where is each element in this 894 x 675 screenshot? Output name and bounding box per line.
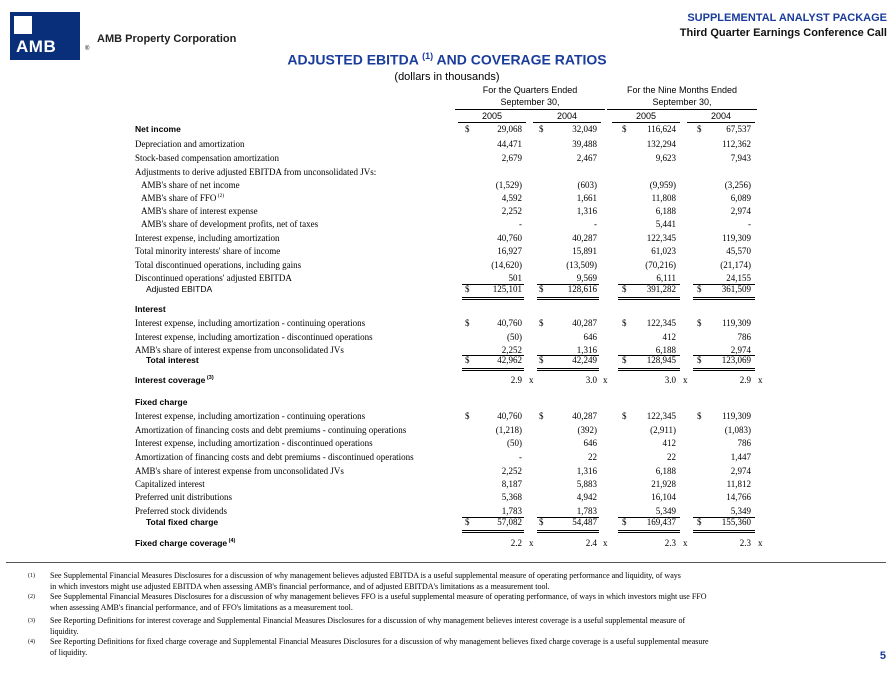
cell-value: 412 bbox=[662, 332, 676, 342]
cell-value: 1,661 bbox=[576, 193, 597, 203]
registered-mark: ® bbox=[85, 46, 90, 52]
row-label: Total fixed charge bbox=[146, 517, 219, 527]
ratio-suffix: x bbox=[683, 538, 688, 548]
cell-value: 5,368 bbox=[501, 492, 522, 502]
nine-months-header: For the Nine Months Ended bbox=[626, 85, 738, 95]
cell-value: (9,959) bbox=[649, 180, 676, 190]
ratio-suffix: x bbox=[683, 375, 688, 385]
row-label: Stock-based compensation amortization bbox=[135, 153, 279, 163]
footnote-number: (3) bbox=[28, 618, 35, 624]
table-row bbox=[0, 260, 894, 273]
cell-value: (50) bbox=[507, 332, 522, 342]
table-row bbox=[0, 284, 894, 297]
cell-value: 786 bbox=[737, 438, 751, 448]
cell-value: 2,467 bbox=[576, 153, 597, 163]
cell-value: 128,945 bbox=[646, 355, 676, 365]
cell-value: 1,783 bbox=[576, 506, 597, 516]
row-label: Amortization of financing costs and debt premiums - continuing operations bbox=[135, 425, 407, 435]
cell-value: 14,766 bbox=[726, 492, 751, 502]
cell-value: 646 bbox=[583, 438, 597, 448]
cell-value: 5,883 bbox=[576, 479, 597, 489]
row-label: AMB's share of interest expense from unconsolidated JVs bbox=[135, 345, 344, 355]
footnote-number: (2) bbox=[28, 594, 35, 600]
cell-value: 2,974 bbox=[730, 206, 751, 216]
cell-value: 3.0 bbox=[585, 375, 597, 385]
cell-value: 361,509 bbox=[721, 284, 751, 294]
ratio-suffix: x bbox=[603, 538, 608, 548]
cell-value: 7,943 bbox=[730, 153, 751, 163]
row-label: Interest expense, including amortization - continuing operations bbox=[135, 411, 366, 421]
cell-value: 9,623 bbox=[655, 153, 676, 163]
dollar-sign: $ bbox=[622, 517, 627, 527]
cell-value: 44,471 bbox=[497, 139, 522, 149]
dollar-sign: $ bbox=[539, 355, 544, 365]
row-label: AMB's share of interest expense from unconsolidated JVs bbox=[135, 466, 344, 476]
cell-value: 16,927 bbox=[497, 246, 522, 256]
cell-value: 40,760 bbox=[497, 411, 522, 421]
cell-value: 5,441 bbox=[655, 219, 676, 229]
cell-value: 42,962 bbox=[497, 355, 522, 365]
row-label: Adjustments to derive adjusted EBITDA from unconsolidated JVs: bbox=[135, 167, 377, 177]
table-row bbox=[0, 153, 894, 166]
dollar-sign: $ bbox=[697, 517, 702, 527]
dollar-sign: $ bbox=[465, 411, 470, 421]
page-title: ADJUSTED EBITDA $^{(1)}$ AND COVERAGE RATIOS bbox=[287, 51, 607, 68]
cell-value: 61,023 bbox=[651, 246, 676, 256]
dollar-sign: $ bbox=[539, 124, 544, 134]
year-col-1: 2005 bbox=[481, 111, 503, 121]
quarters-header-date: September 30, bbox=[500, 97, 560, 107]
cell-value: 2.3 bbox=[664, 538, 676, 548]
dollar-sign: $ bbox=[539, 411, 544, 421]
cell-value: 40,760 bbox=[497, 233, 522, 243]
cell-value: 786 bbox=[737, 332, 751, 342]
dollar-sign: $ bbox=[465, 124, 470, 134]
cell-value: 391,282 bbox=[646, 284, 676, 294]
ratio-suffix: x bbox=[758, 538, 763, 548]
cell-value: 11,812 bbox=[726, 479, 751, 489]
table-row bbox=[0, 219, 894, 232]
table-row bbox=[0, 517, 894, 530]
cell-value: 501 bbox=[508, 273, 522, 283]
cell-value: 6,188 bbox=[655, 466, 676, 476]
cell-value: (50) bbox=[507, 438, 522, 448]
logo-text: AMB bbox=[16, 37, 57, 56]
cell-value: - bbox=[519, 452, 522, 462]
table-row bbox=[0, 466, 894, 479]
ratio-suffix: x bbox=[603, 375, 608, 385]
dollar-sign: $ bbox=[622, 411, 627, 421]
package-subtitle: Third Quarter Earnings Conference Call bbox=[679, 27, 887, 39]
row-label: Fixed charge bbox=[135, 397, 188, 407]
cell-value: (1,218) bbox=[495, 425, 522, 435]
cell-value: 5,349 bbox=[730, 506, 751, 516]
dollar-sign: $ bbox=[465, 517, 470, 527]
cell-value: 116,624 bbox=[647, 124, 676, 134]
dollar-sign: $ bbox=[622, 318, 627, 328]
cell-value: (603) bbox=[577, 180, 597, 190]
cell-value: 4,942 bbox=[576, 492, 597, 502]
cell-value: 2.9 bbox=[739, 375, 751, 385]
table-row bbox=[0, 167, 894, 180]
cell-value: 11,808 bbox=[651, 193, 676, 203]
cell-value: 646 bbox=[583, 332, 597, 342]
cell-value: 29,068 bbox=[497, 124, 522, 134]
cell-value: 16,104 bbox=[651, 492, 676, 502]
row-label: Depreciation and amortization bbox=[135, 139, 245, 149]
cell-value: (1,083) bbox=[724, 425, 751, 435]
cell-value: 412 bbox=[662, 438, 676, 448]
footnote-text: See Supplemental Financial Measures Disclosures for a discussion of why management believes FFO is a useful supplemental measure of operating performance, of ways in which investors might use FFO when assessing AMB's financial performance, and of FFO's limitations as a measurement tool. bbox=[50, 592, 707, 612]
table-row bbox=[0, 206, 894, 219]
nine-months-header-date: September 30, bbox=[652, 97, 712, 107]
corporation-name: AMB Property Corporation bbox=[97, 33, 237, 45]
cell-value: - bbox=[594, 219, 597, 229]
row-label: Total minority interests' share of income bbox=[135, 246, 281, 256]
cell-value: 39,488 bbox=[572, 139, 597, 149]
dollar-sign: $ bbox=[697, 284, 702, 294]
cell-value: (1,529) bbox=[495, 180, 522, 190]
cell-value: 40,760 bbox=[497, 318, 522, 328]
cell-value: 2,252 bbox=[501, 206, 522, 216]
ratio-suffix: x bbox=[529, 375, 534, 385]
footnote-text: See Reporting Definitions for interest coverage and Supplemental Financial Measures Disclosures for a discussion of why management believes interest coverage is a useful supplemental measure of liquidity. bbox=[50, 616, 686, 636]
cell-value: 123,069 bbox=[721, 355, 751, 365]
cell-value: 119,309 bbox=[722, 318, 751, 328]
footnote-text: See Supplemental Financial Measures Disclosures for a discussion of why management believes adjusted EBITDA is a useful supplemental measure of operating performance and liquidity, of ways in which investors might use adjusted EBITDA when assessing AMB's financial performance, and of adjusted EBITDA's limitations as a measurement tool. bbox=[50, 571, 681, 591]
cell-value: 2.2 bbox=[510, 538, 522, 548]
cell-value: 8,187 bbox=[501, 479, 522, 489]
units-note: (dollars in thousands) bbox=[394, 71, 500, 83]
dollar-sign: $ bbox=[697, 355, 702, 365]
ratio-suffix: x bbox=[529, 538, 534, 548]
cell-value: 2.3 bbox=[739, 538, 751, 548]
cell-value: 40,287 bbox=[572, 318, 597, 328]
row-label: Total discontinued operations, including gains bbox=[135, 260, 302, 270]
dollar-sign: $ bbox=[622, 355, 627, 365]
row-label: Capitalized interest bbox=[135, 479, 205, 489]
dollar-sign: $ bbox=[465, 355, 470, 365]
cell-value: 169,437 bbox=[646, 517, 676, 527]
table-row bbox=[0, 355, 894, 368]
year-col-3: 2005 bbox=[635, 111, 657, 121]
cell-value: 1,316 bbox=[576, 466, 597, 476]
cell-value: 128,616 bbox=[567, 284, 597, 294]
cell-value: 22 bbox=[588, 452, 597, 462]
row-label: Interest expense, including amortization - continuing operations bbox=[135, 318, 366, 328]
row-label: Fixed charge coverage $^{(4)}$ bbox=[135, 538, 236, 548]
cell-value: 6,111 bbox=[656, 273, 676, 283]
cell-value: 122,345 bbox=[646, 318, 676, 328]
row-label: Adjusted EBITDA bbox=[146, 284, 213, 294]
footnote-text: See Reporting Definitions for fixed charge coverage and Supplemental Financial Measures Disclosures for a discussion of why management believes fixed charge coverage is a useful supplemental measure of liquidity. bbox=[50, 637, 709, 657]
row-label: Interest expense, including amortization - discontinued operations bbox=[135, 332, 373, 342]
cell-value: 15,891 bbox=[572, 246, 597, 256]
cell-value: 4,592 bbox=[501, 193, 522, 203]
cell-value: - bbox=[748, 219, 751, 229]
cell-value: (14,620) bbox=[491, 260, 522, 270]
table-row bbox=[0, 180, 894, 193]
dollar-sign: $ bbox=[539, 318, 544, 328]
row-label: Discontinued operations' adjusted EBITDA bbox=[135, 273, 292, 283]
cell-value: 119,309 bbox=[722, 411, 751, 421]
footnotes bbox=[6, 562, 886, 673]
ratio-suffix: x bbox=[758, 375, 763, 385]
table-row bbox=[0, 492, 894, 505]
cell-value: 40,287 bbox=[572, 411, 597, 421]
table-row bbox=[0, 438, 894, 451]
cell-value: (392) bbox=[577, 425, 597, 435]
row-label: Preferred stock dividends bbox=[135, 506, 227, 516]
cell-value: 1,316 bbox=[576, 345, 597, 355]
row-label: Interest bbox=[135, 304, 166, 314]
package-title: SUPPLEMENTAL ANALYST PACKAGE bbox=[687, 12, 887, 24]
cell-value: 21,928 bbox=[651, 479, 676, 489]
table-row bbox=[0, 411, 894, 424]
cell-value: 40,287 bbox=[572, 233, 597, 243]
cell-value: 2.9 bbox=[510, 375, 522, 385]
cell-value: 22 bbox=[667, 452, 676, 462]
dollar-sign: $ bbox=[539, 517, 544, 527]
year-col-4: 2004 bbox=[710, 111, 732, 121]
row-label: Interest expense, including amortization - discontinued operations bbox=[135, 438, 373, 448]
quarters-header: For the Quarters Ended bbox=[482, 85, 578, 95]
cell-value: 45,570 bbox=[726, 246, 751, 256]
cell-value: 9,569 bbox=[576, 273, 597, 283]
table-row bbox=[0, 538, 894, 551]
cell-value: 32,049 bbox=[572, 124, 597, 134]
row-label: Net income bbox=[135, 124, 181, 134]
cell-value: 67,537 bbox=[726, 124, 751, 134]
cell-value: 119,309 bbox=[722, 233, 751, 243]
dollar-sign: $ bbox=[697, 411, 702, 421]
cell-value: 112,362 bbox=[722, 139, 751, 149]
cell-value: (70,216) bbox=[645, 260, 676, 270]
cell-value: (21,174) bbox=[720, 260, 751, 270]
cell-value: 42,249 bbox=[572, 355, 597, 365]
row-label: AMB's share of FFO $^{(2)}$ bbox=[141, 193, 225, 203]
cell-value: 3.0 bbox=[664, 375, 676, 385]
dollar-sign: $ bbox=[622, 124, 627, 134]
cell-value: 122,345 bbox=[646, 233, 676, 243]
table-row bbox=[0, 318, 894, 331]
table-row bbox=[0, 124, 894, 137]
table-row bbox=[0, 375, 894, 388]
row-label: AMB's share of interest expense bbox=[141, 206, 258, 216]
table-row bbox=[0, 425, 894, 438]
dollar-sign: $ bbox=[697, 318, 702, 328]
cell-value: 1,783 bbox=[501, 506, 522, 516]
cell-value: 6,188 bbox=[655, 206, 676, 216]
table-row bbox=[0, 139, 894, 152]
footnote-number: (1) bbox=[28, 573, 35, 579]
cell-value: 2,974 bbox=[730, 345, 751, 355]
cell-value: 2,974 bbox=[730, 466, 751, 476]
row-label: Total interest bbox=[146, 355, 199, 365]
table-row bbox=[0, 332, 894, 345]
table-row bbox=[0, 397, 894, 410]
cell-value: 5,349 bbox=[655, 506, 676, 516]
cell-value: 1,316 bbox=[576, 206, 597, 216]
footnote-number: (4) bbox=[28, 639, 35, 645]
dollar-sign: $ bbox=[465, 318, 470, 328]
cell-value: 6,188 bbox=[655, 345, 676, 355]
table-row bbox=[0, 246, 894, 259]
cell-value: (3,256) bbox=[724, 180, 751, 190]
year-col-2: 2004 bbox=[556, 111, 578, 121]
table-row bbox=[0, 193, 894, 206]
cell-value: 122,345 bbox=[646, 411, 676, 421]
cell-value: 24,155 bbox=[726, 273, 751, 283]
row-label: Amortization of financing costs and debt premiums - discontinued operations bbox=[135, 452, 414, 462]
row-label: Preferred unit distributions bbox=[135, 492, 232, 502]
dollar-sign: $ bbox=[697, 124, 702, 134]
row-label: Interest expense, including amortization bbox=[135, 233, 280, 243]
cell-value: 2.4 bbox=[585, 538, 597, 548]
row-label: AMB's share of net income bbox=[141, 180, 240, 190]
cell-value: 6,089 bbox=[730, 193, 751, 203]
cell-value: 132,294 bbox=[646, 139, 676, 149]
table-row bbox=[0, 304, 894, 317]
page-number: 5 bbox=[879, 650, 886, 662]
row-label: AMB's share of development profits, net of taxes bbox=[141, 219, 319, 229]
cell-value: 125,101 bbox=[492, 284, 522, 294]
cell-value: 2,252 bbox=[501, 345, 522, 355]
cell-value: (13,509) bbox=[566, 260, 597, 270]
cell-value: - bbox=[519, 219, 522, 229]
table-row bbox=[0, 452, 894, 465]
cell-value: 1,447 bbox=[730, 452, 751, 462]
table-row bbox=[0, 479, 894, 492]
cell-value: 2,679 bbox=[501, 153, 522, 163]
cell-value: 57,082 bbox=[497, 517, 522, 527]
dollar-sign: $ bbox=[622, 284, 627, 294]
cell-value: 2,252 bbox=[501, 466, 522, 476]
cell-value: (2,911) bbox=[650, 425, 676, 435]
dollar-sign: $ bbox=[539, 284, 544, 294]
row-label: Interest coverage $^{(3)}$ bbox=[135, 375, 214, 385]
table-row bbox=[0, 233, 894, 246]
cell-value: 155,360 bbox=[721, 517, 751, 527]
cell-value: 54,487 bbox=[572, 517, 597, 527]
dollar-sign: $ bbox=[465, 284, 470, 294]
